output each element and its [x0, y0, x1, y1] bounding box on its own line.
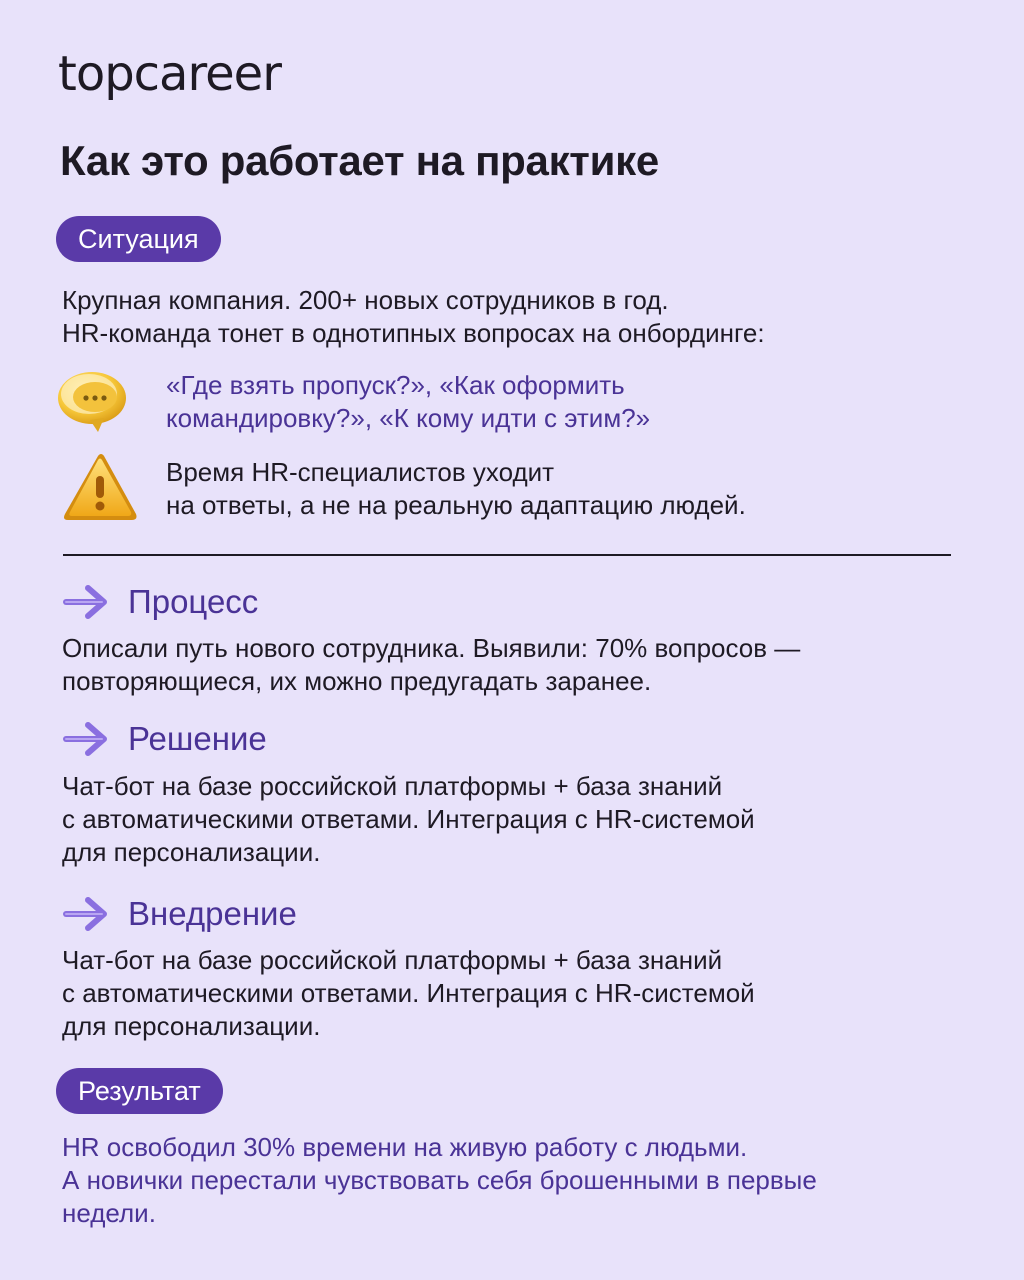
result-line: А новички перестали чувствовать себя брошенными в первые	[62, 1165, 817, 1195]
warning-line: на ответы, а не на реальную адаптацию людей.	[166, 490, 746, 520]
warning-text	[166, 456, 746, 522]
quote-text	[166, 369, 650, 435]
section-text-implementation	[62, 944, 755, 1043]
result-badge: Результат	[56, 1068, 223, 1114]
arrow-right-icon	[62, 582, 110, 622]
warning-icon	[60, 452, 140, 524]
section-line: для персонализации.	[62, 1011, 321, 1041]
section-line: с автоматическими ответами. Интеграция с HR-системой	[62, 978, 755, 1008]
warning-line: Время HR-специалистов уходит	[166, 457, 555, 487]
divider	[63, 554, 951, 556]
arrow-right-icon	[62, 894, 110, 934]
situation-line: HR-команда тонет в однотипных вопросах на онбординге:	[62, 318, 765, 348]
quote-line: «Где взять пропуск?», «Как оформить	[166, 370, 625, 400]
quote-line: командировку?», «К кому идти с этим?»	[166, 403, 651, 433]
section-title: Процесс	[128, 583, 259, 620]
section-text-process	[62, 632, 800, 698]
section-text-solution	[62, 770, 755, 869]
section-line: Чат-бот на базе российской платформы + база знаний	[62, 771, 723, 801]
section-line: Чат-бот на базе российской платформы + база знаний	[62, 945, 723, 975]
arrow-right-icon	[62, 719, 110, 759]
section-line: для персонализации.	[62, 837, 321, 867]
brand-logo: topcareer	[58, 46, 281, 102]
situation-line: Крупная компания. 200+ новых сотрудников в год.	[62, 285, 669, 315]
section-line: повторяющиеся, их можно предугадать заранее.	[62, 666, 652, 696]
section-line: Описали путь нового сотрудника. Выявили: 70% вопросов —	[62, 633, 801, 663]
result-text	[62, 1131, 817, 1230]
page-title: Как это работает на практике	[60, 137, 659, 184]
situation-badge: Ситуация	[56, 216, 221, 262]
section-line: с автоматическими ответами. Интеграция с HR-системой	[62, 804, 755, 834]
chat-bubble-icon	[52, 364, 132, 434]
result-line: HR освободил 30% времени на живую работу с людьми.	[62, 1132, 748, 1162]
result-line: недели.	[62, 1198, 156, 1228]
section-title: Решение	[128, 720, 267, 757]
section-title: Внедрение	[128, 895, 297, 932]
situation-text	[62, 284, 765, 350]
